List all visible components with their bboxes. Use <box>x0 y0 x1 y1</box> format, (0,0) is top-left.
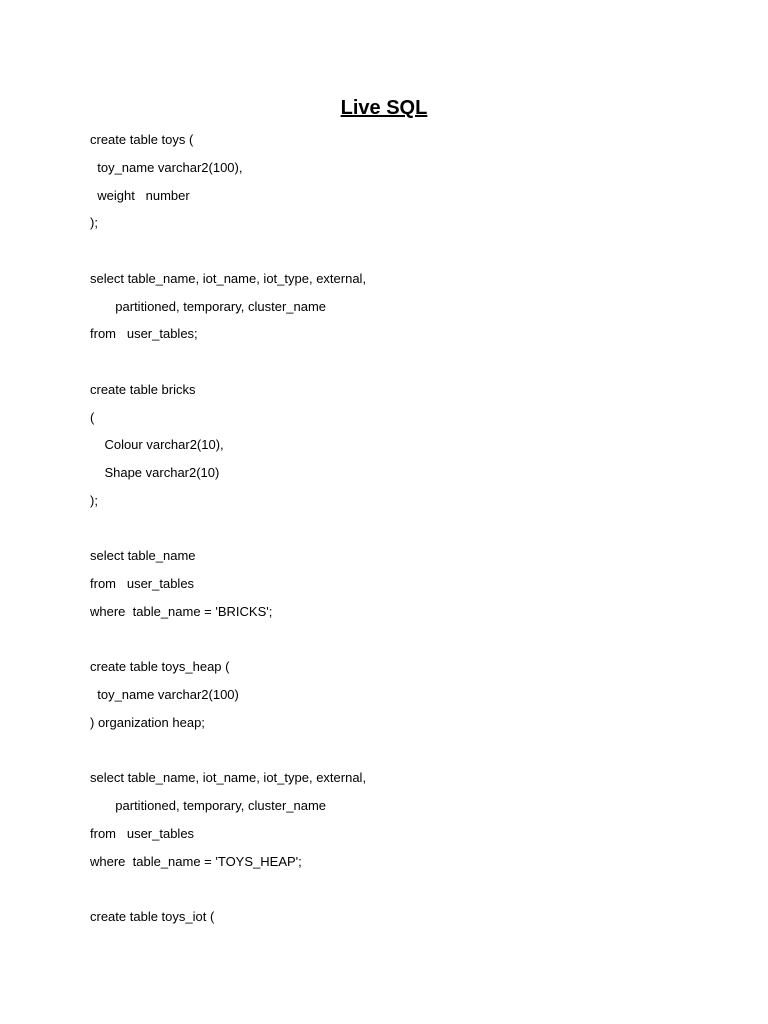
sql-code-block <box>90 126 730 931</box>
code-line: create table toys ( <box>90 132 194 147</box>
code-line: from user_tables <box>90 825 195 841</box>
code-line: select table_name, iot_name, iot_type, external, <box>90 770 367 786</box>
code-line <box>90 875 730 903</box>
code-line: select table_name <box>90 548 196 564</box>
code-line: where table_name = 'BRICKS'; <box>90 603 273 619</box>
code-line: ( <box>90 409 95 425</box>
code-line: ); <box>90 492 98 508</box>
code-line: weight number <box>90 187 190 203</box>
code-line: from user_tables; <box>90 326 198 342</box>
code-line: Shape varchar2(10) <box>90 465 220 480</box>
code-line: where table_name = 'TOYS_HEAP'; <box>90 853 302 869</box>
code-line: ); <box>90 215 98 231</box>
code-line: select table_name, iot_name, iot_type, external, <box>90 270 367 286</box>
code-line <box>90 348 730 376</box>
code-line <box>90 237 730 265</box>
code-line: Colour varchar2(10), <box>90 437 224 453</box>
code-line: toy_name varchar2(100), <box>90 159 243 175</box>
code-line <box>90 626 730 654</box>
code-line: partitioned, temporary, cluster_name <box>90 298 327 314</box>
code-line: ) organization heap; <box>90 714 205 730</box>
code-line: partitioned, temporary, cluster_name <box>90 798 327 813</box>
code-line: create table toys_iot ( <box>90 909 215 924</box>
code-line <box>90 737 730 765</box>
code-line: from user_tables <box>90 576 195 591</box>
code-line: create table toys_heap ( <box>90 659 230 675</box>
code-line <box>90 515 730 543</box>
code-line: create table bricks <box>90 381 196 397</box>
document-title: Live SQL <box>340 97 428 119</box>
code-line: toy_name varchar2(100) <box>90 687 239 702</box>
